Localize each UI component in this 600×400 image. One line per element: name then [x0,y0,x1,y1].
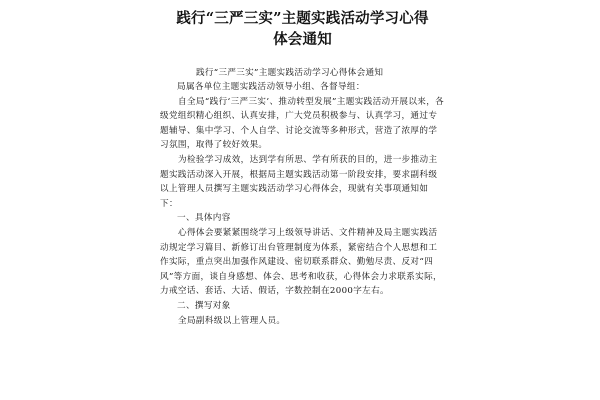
paragraph-purpose: 为检验学习成效，达到学有所思、学有所获的目的，进一步推动主题实践活动深入开展，根据局主题实践活动第一阶段安排，要求副科级以上管理人员撰写主题实践活动学习心得体会，现就有关事项通知如下： [160,154,438,209]
document-page [160,8,445,328]
section-text-content: 心得体会要紧紧围绕学习上级领导讲话、文件精神及局主题实践活动规定学习篇目、新修订出台管理制度为体系，紧密结合个人思想和工作实际，重点突出加强作风建设、密切联系群众、勤勉尽责、反对“四风”等方面，谈自身感想、体会、思考和收获，心得体会力求联系实际，力戒空话、套话、大话、假话，字数控制在2000字左右。 [160,227,443,297]
title-line-2: 体会通知 [273,31,332,48]
section-text-audience: 全局副科级以上管理人员。 [178,315,286,326]
document-title [160,8,445,50]
paragraph-intro: 自全局“践行‘三严三实’、推动转型发展”主题实践活动开展以来，各级党组织精心组织、认真安排，广大党员积极参与、认真学习，通过专题辅导、集中学习、个人自学、讨论交流等多种形式，营造了浓厚的学习氛围，取得了较好效果。 [160,96,445,151]
section-heading-audience: 二、撰写对象 [177,300,231,311]
title-line-1: 践行“三严三实”主题实践活动学习心得 [176,10,429,27]
section-heading-content: 一、具体内容 [177,213,231,224]
salutation: 局属各单位主题实践活动领导小组、各督导组： [177,82,365,92]
document-body [160,80,445,328]
document-subtitle: 践行“三严三实”主题实践活动学习心得体会通知 [196,68,384,78]
